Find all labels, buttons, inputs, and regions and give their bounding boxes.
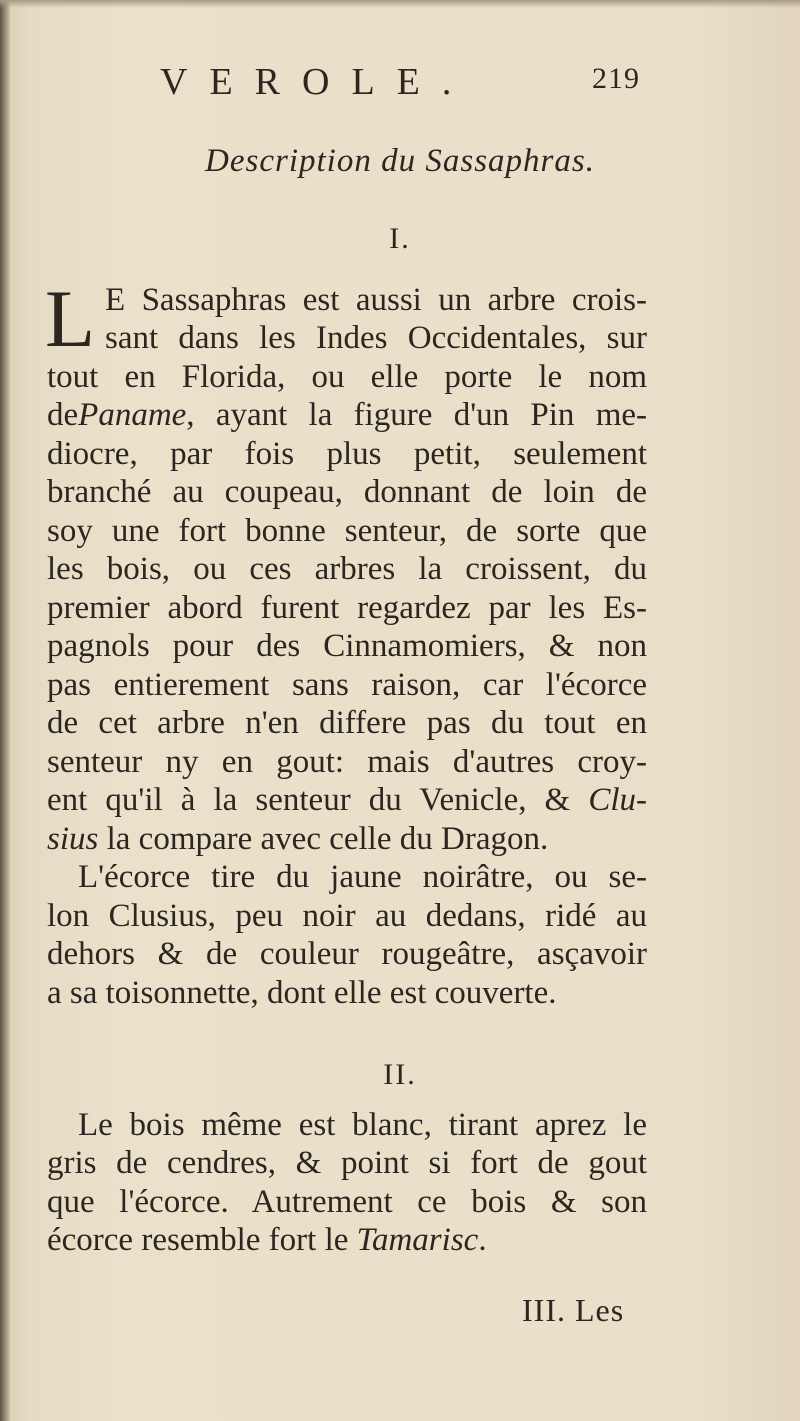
text-line: lon Clusius, peu noir au dedans, ridé au bbox=[47, 898, 647, 934]
text-line: L'écorce tire du jaune noirâtre, ou se- bbox=[78, 859, 647, 895]
section-title: Description du Sassaphras. bbox=[205, 143, 595, 179]
text-line: E Sassaphras est aussi un arbre crois- bbox=[105, 282, 647, 318]
text-line: Le bois même est blanc, tirant aprez le bbox=[78, 1107, 647, 1143]
text-line: soy une fort bonne senteur, de sorte que bbox=[47, 513, 647, 549]
text-line: premier abord furent regardez par les Es- bbox=[47, 590, 647, 626]
section-number-1: I. bbox=[389, 222, 411, 255]
text-line: de cet arbre n'en differe pas du tout en bbox=[47, 705, 647, 741]
text-line: branché au coupeau, donnant de loin de bbox=[47, 474, 647, 510]
text-line: gris de cendres, & point si fort de gout bbox=[47, 1145, 647, 1181]
text-line: tout en Florida, ou elle porte le nom bbox=[47, 359, 647, 395]
text-line: pagnols pour des Cinnamomiers, & non bbox=[47, 628, 647, 664]
text-line: dePaname, ayant la figure d'un Pin me- bbox=[47, 397, 647, 433]
text-line: diocre, par fois plus petit, seulement bbox=[47, 436, 647, 472]
drop-cap: L bbox=[45, 273, 96, 364]
text-line: sant dans les Indes Occidentales, sur bbox=[105, 320, 647, 356]
running-head: VEROLE. bbox=[160, 61, 474, 103]
text-line: les bois, ou ces arbres la croissent, du bbox=[47, 551, 647, 587]
page-number: 219 bbox=[592, 62, 640, 95]
section-number-2: II. bbox=[383, 1058, 417, 1091]
binding-gutter bbox=[0, 0, 10, 1421]
text-line: ent qu'il à la senteur du Venicle, & Clu- bbox=[47, 782, 647, 818]
page-edge-shadow bbox=[0, 0, 800, 8]
text-line: pas entierement sans raison, car l'écorce bbox=[47, 667, 647, 703]
catchword: III. Les bbox=[522, 1292, 625, 1328]
text-line: que l'écorce. Autrement ce bois & son bbox=[47, 1184, 647, 1220]
text-line: a sa toisonnette, dont elle est couverte. bbox=[47, 975, 557, 1011]
text-line: écorce resemble fort le Tamarisc. bbox=[47, 1222, 487, 1258]
text-line: sius la compare avec celle du Dragon. bbox=[47, 821, 549, 857]
text-line: senteur ny en gout: mais d'autres croy- bbox=[47, 744, 647, 780]
text-line: dehors & de couleur rougeâtre, asçavoir bbox=[47, 936, 647, 972]
page-header bbox=[160, 60, 640, 103]
